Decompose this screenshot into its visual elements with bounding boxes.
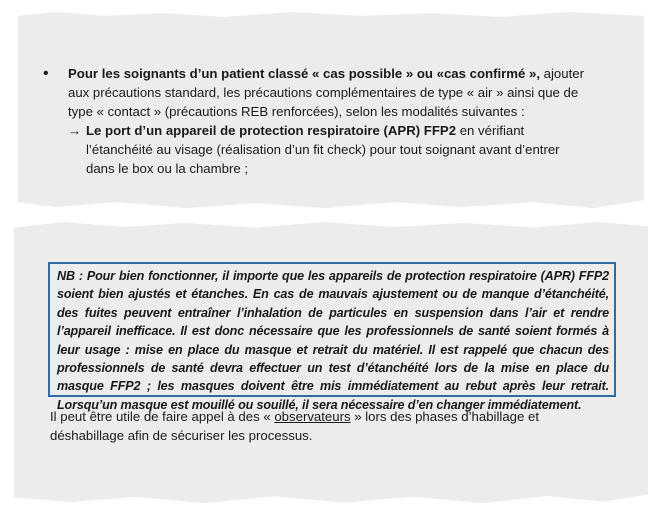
bullet-rest: ajouter aux précautions standard, les précautions complémentaires de type « air » ainsi que de type « contact » (précautions REB renforcées), selon les modalités suivantes : — [68, 66, 584, 119]
nb-callout-box — [48, 262, 616, 412]
right-arrow-icon: → — [68, 123, 82, 138]
observers-before: Il peut être utile de faire appel à des « — [50, 409, 275, 424]
bullet-dot-icon: • — [43, 65, 49, 82]
bullet-bold-lead: Pour les soignants d’un patient classé « cas possible » ou «cas confirmé », — [68, 66, 540, 81]
observers-after: » lors des phases d’habillage et déshabillage afin de sécuriser les processus. — [50, 409, 539, 443]
bullet-paragraph — [68, 64, 588, 121]
arrow-rest: en vérifiant l’étanchéité au visage (réalisation d’un fit check) pour tout soignant avant d’entrer dans le box ou la chambre ; — [86, 123, 560, 176]
observers-underlined-term: observateurs — [274, 409, 351, 424]
observers-paragraph — [50, 407, 610, 445]
arrow-bold-lead: Le port d’un appareil de protection respiratoire (APR) FFP2 — [86, 123, 457, 138]
arrow-paragraph — [86, 121, 586, 178]
nb-text: NB : Pour bien fonctionner, il importe que les appareils de protection respiratoire (APR) FFP2 soient bien ajustés et étanches. En cas de mauvais ajustement ou de manque d’étanchéité, des fuites peuvent entraîner l’inhalation de particules en suspension dans l’air et rendre l’appareil inefficace. Il est donc nécessaire que les professionnels de santé soient formés à leur usage : mise en place du masque et retrait du matériel. Il est rappelé que chacun des professionnels de santé devra effectuer un test d’étanchéité lors de la mise en place du masque FFP2 ; les masques doivent être mis immédiatement au rebut après leur retrait. Lorsqu’un masque est mouillé ou souillé, il sera nécessaire d’en changer immédiatement. — [57, 269, 609, 412]
